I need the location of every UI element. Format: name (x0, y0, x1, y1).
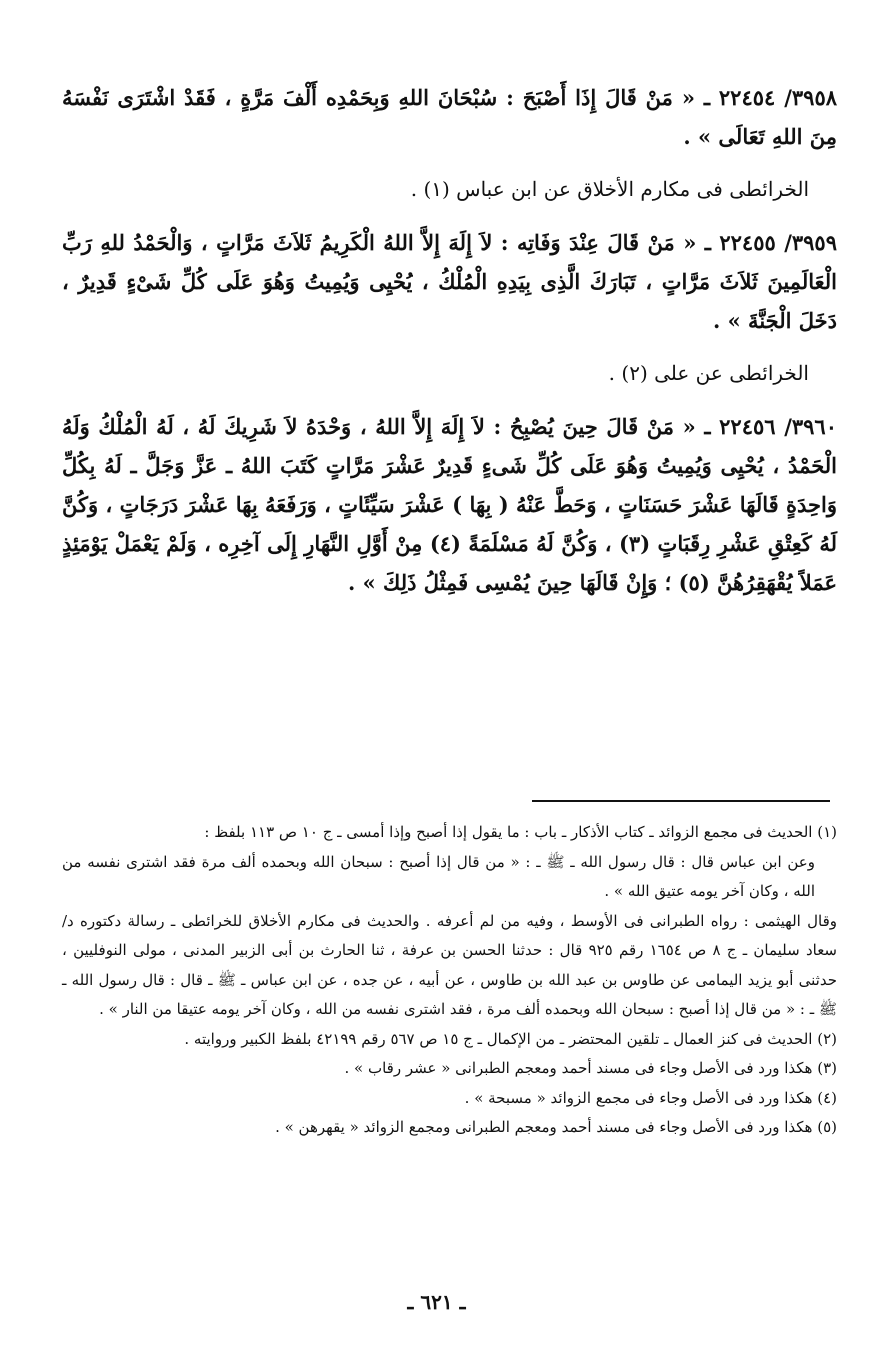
hadith-3959: ٣٩٥٩/ ٢٢٤٥٥ ـ « مَنْ قَالَ عِنْدَ وَفَاتِه : لاَ إِلَهَ إِلاَّ اللهُ الْكَرِيمُ ثَلاَثَ مَرَّاتٍ ، وَالْحَمْدُ للهِ رَبِّ الْعَالَمِينَ ثَلاَثَ مَرَّاتٍ ، تَبَارَكَ الَّذِى بِيَدِهِ الْمُلْكُ ، يُحْيِى وَيُمِيتُ وَهُوَ عَلَى كُلِّ شَىْءٍ قَدِيرٌ ، دَخَلَ الْجَنَّةَ » . (62, 230, 837, 333)
footnote-1-quote: وعن ابن عباس قال : قال رسول الله ـ ﷺ ـ : « من قال إذا أصبح : سبحان الله وبحمده ألف مرة فقد اشترى نفسه من الله ، وكان آخر يومه عتيق الله » . (62, 852, 815, 900)
footnote-2: (٢) الحديث فى كنز العمال ـ تلقين المحتضر ـ من الإكمال ـ ج ١٥ ص ٥٦٧ رقم ٤٢١٩٩ بلفظ الكبير وروايته . (184, 1029, 837, 1048)
footnote-4: (٤) هكذا ورد فى الأصل وجاء فى مجمع الزوائد « مسبحة » . (464, 1088, 837, 1107)
source-3959: الخرائطى عن على (٢) . (608, 361, 809, 385)
footnote-divider (532, 800, 830, 802)
source-3958: الخرائطى فى مكارم الأخلاق عن ابن عباس (١) . (410, 177, 809, 201)
hadith-3958: ٣٩٥٨/ ٢٢٤٥٤ ـ « مَنْ قَالَ إِذَا أَصْبَحَ : سُبْحَانَ اللهِ وَبِحَمْدِه أَلْفَ مَرَّةٍ ، فَقَدْ اشْتَرَى نَفْسَهُ مِنَ اللهِ تَعَالَى » . (62, 85, 838, 149)
main-text (62, 78, 837, 616)
footnote-3: (٣) هكذا ورد فى الأصل وجاء فى مسند أحمد ومعجم الطبرانى « عشر رقاب » . (344, 1059, 837, 1077)
footnote-1-commentary: وقال الهيثمى : رواه الطبرانى فى الأوسط ، وفيه من لم أعرفه . والحديث فى مكارم الأخلاق للخرائطى ـ رسالة دكتوره د/ سعاد سليمان ـ ج ٨ ص ١٦٥٤ رقم ٩٢٥ قال : حدثنا الحسن بن عرفة ، ثنا الحارث بن أبى الزبير المدنى ، مولى النوفليين ، حدثنى أبو يزيد اليمامى عن طاوس بن عبد الله بن طاوس ، عن أبيه ، عن جده ، عن ابن عباس ـ ﷺ ـ قال : قال رسول الله ـ ﷺ ـ : « من قال إذا أصبح : سبحان الله وبحمده ألف مرة ، فقد اشترى نفسه من الله ، وكان آخر يومه عتيقا من النار » . (62, 911, 837, 1018)
footnote-5: (٥) هكذا ورد فى الأصل وجاء فى مسند أحمد ومعجم الطبرانى ومجمع الزوائد « يقهرهن » . (275, 1118, 837, 1136)
hadith-3960: ٣٩٦٠/ ٢٢٤٥٦ ـ « مَنْ قَالَ حِينَ يُصْبِحُ : لاَ إِلَهَ إِلاَّ اللهُ ، وَحْدَهُ لاَ شَرِيكَ لَهُ ، لَهُ الْمُلْكُ وَلَهُ الْحَمْدُ ، يُحْيِى وَيُمِيتُ وَهُوَ عَلَى كُلِّ شَىءٍ قَدِيرٌ عَشْرَ مَرَّاتٍ كَتَبَ اللهُ ـ عَزَّ وَجَلَّ ـ لَهُ بِكُلِّ وَاحِدَةٍ قَالَهَا عَشْرَ حَسَنَاتٍ ، وَحَطَّ عَنْهُ ( بِهَا ) عَشْرَ سَيِّئَاتٍ ، وَرَفَعَهُ بِهَا عَشْرَ دَرَجَاتٍ ، وَكُنَّ لَهُ كَعِتْقِ عَشْرِ رِقَبَاتٍ (٣) ، وَكُنَّ لَهُ مَسْلَمَةً (٤) مِنْ أَوَّلِ النَّهَارِ إِلَى آخِرِه ، وَلَمْ يَعْمَلْ يَوْمَئِذٍ عَمَلاً يُقْهَقِرُهُنَّ (٥) ؛ وَإِنْ قَالَهَا حِينَ يُمْسِى فَمِثْلُ ذَلِكَ » . (62, 414, 837, 595)
page-number: ـ ٦٢١ ـ (407, 1290, 466, 1314)
footnote-1: (١) الحديث فى مجمع الزوائد ـ كتاب الأذكار ـ باب : ما يقول إذا أصبح وإذا أمسى ـ ج ١٠ ص ١١٣ بلفظ : (204, 823, 837, 841)
footnotes (62, 818, 837, 1143)
